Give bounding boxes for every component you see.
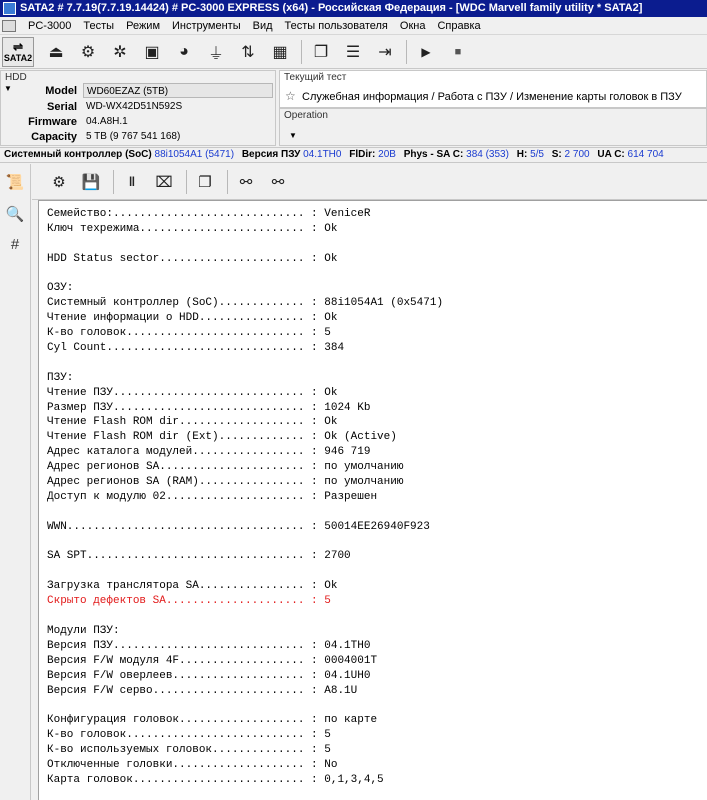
operation-title: Operation — [284, 110, 328, 121]
report-line: Версия ПЗУ............................. : 04.1TH0 — [47, 639, 371, 652]
model-label: Model — [45, 84, 77, 97]
hdd-serial-row — [1, 99, 273, 114]
report-line: Адрес регионов SA...................... : по умолчанию — [47, 461, 404, 474]
head-drive-icon[interactable]: ◕ — [179, 43, 189, 60]
drive-status-line — [0, 147, 707, 163]
settings-icon[interactable]: ⚙ — [52, 173, 66, 191]
drive-settings-icon[interactable]: ⚙ — [80, 44, 96, 61]
menu-bar — [0, 17, 707, 35]
report-line: HDD Status sector...................... : Ok — [47, 252, 338, 265]
report-line: Чтение Flash ROM dir................... : Ok — [47, 416, 338, 429]
report-line: Адрес каталога модулей................. : 946 719 — [47, 446, 371, 459]
report-line: Чтение информации о HDD................ : Ok — [47, 312, 338, 325]
soc-value: 88i1054A1 (5471) — [154, 149, 235, 160]
star-icon[interactable]: ☆ — [285, 89, 296, 103]
uac-value: 614 704 — [627, 149, 664, 160]
serial-value: WD-WX42D51N592S — [86, 101, 183, 112]
report-line — [47, 535, 707, 550]
hdd-model-row — [1, 83, 273, 98]
operation-panel — [279, 108, 707, 146]
report-line: ОЗУ: — [47, 282, 74, 295]
chip-icon[interactable]: ▣ — [144, 44, 160, 61]
chevron-down-icon[interactable]: ▼ — [4, 84, 12, 93]
report-line — [47, 356, 707, 371]
report-line: К-во головок........................... : 5 — [47, 327, 331, 340]
current-test-panel — [279, 70, 707, 108]
report-line: Чтение Flash ROM dir (Ext)............. : Ok (Active) — [47, 431, 397, 444]
menu-mode[interactable]: Режим — [126, 19, 161, 32]
chevron-down-icon[interactable]: ▼ — [289, 131, 297, 140]
sata-port-label: SATA2 — [3, 53, 33, 63]
model-value: WD60EZAZ (5TB) — [83, 83, 273, 98]
report-line — [47, 564, 707, 579]
report-log[interactable] — [38, 200, 707, 800]
report-line: Отключенные головки.................... : No — [47, 758, 338, 771]
report-line: Семейство:............................. : VeniceR — [47, 208, 371, 220]
grid-icon[interactable]: ▦ — [272, 44, 288, 61]
find-icon[interactable]: ⚯ — [239, 173, 253, 191]
sata-port-button[interactable] — [2, 37, 34, 67]
uac-label: UA C: — [597, 149, 625, 160]
current-test-title: Текущий тест — [284, 72, 347, 83]
heads-label: H: — [516, 149, 528, 160]
report-line — [47, 505, 707, 520]
save-drive-icon[interactable]: 💾 — [81, 173, 101, 191]
capacity-label: Capacity — [31, 130, 77, 143]
play-icon[interactable]: ▶ — [421, 45, 431, 59]
menu-help[interactable]: Справка — [437, 19, 481, 32]
report-line: Адрес регионов SA (RAM)................ : по умолчанию — [47, 476, 404, 489]
transfer-icon[interactable]: ⇅ — [241, 44, 255, 61]
menu-pc3000[interactable]: PC-3000 — [28, 19, 72, 32]
report-line — [47, 698, 707, 713]
report-line: Конфигурация головок................... : по карте — [47, 714, 378, 727]
phys-label: Phys - SA C: — [403, 149, 464, 160]
report-line: Модули ПЗУ: — [47, 624, 120, 637]
report-line: Чтение ПЗУ............................. : Ok — [47, 386, 338, 399]
soc-label: Системный контроллер (SoC) — [4, 149, 152, 160]
report-line: Cyl Count.............................. : 384 — [47, 342, 345, 355]
report-line: Системный контроллер (SoC)............. : 88i1054A1 (0x5471) — [47, 297, 444, 310]
toolbar-separator — [301, 40, 302, 64]
toolbar-separator — [406, 40, 407, 64]
gear-drive-icon[interactable]: ✲ — [113, 44, 127, 61]
window-title: SATA2 # 7.7.19(7.7.19.14424) # PC-3000 EXPRESS (x64) - Российская Федерация - [WDC Marvell family utility * SATA2] — [20, 2, 643, 14]
power-reset-icon[interactable]: ⏏ — [48, 44, 64, 61]
report-line: ПЗУ: — [47, 371, 74, 384]
copy-windows-icon[interactable]: ❐ — [313, 44, 329, 61]
report-line: SA SPT................................. : 2700 — [47, 550, 351, 563]
system-menu-icon[interactable] — [2, 20, 16, 32]
ground-icon[interactable]: ⏚ — [207, 45, 224, 63]
current-test-text: Служебная информация / Работа с ПЗУ / Изменение карты головок в ПЗУ — [302, 91, 682, 103]
firmware-value: 04.A8H.1 — [86, 116, 128, 127]
hdd-capacity-row — [1, 129, 273, 144]
fldir-value: 20B — [378, 149, 396, 160]
report-line: Доступ к модулю 02..................... : Разрешен — [47, 490, 378, 503]
toolbar-separator — [113, 170, 114, 194]
menu-tools[interactable]: Инструменты — [172, 19, 241, 32]
spt-label: S: — [551, 149, 562, 160]
report-line: Размер ПЗУ............................. : 1024 Kb — [47, 401, 371, 414]
fldir-label: FlDir: — [349, 149, 376, 160]
hdd-info-panel — [0, 70, 276, 146]
hdd-group-title: HDD — [5, 72, 27, 83]
report-line: Ключ техрежима......................... : Ok — [47, 222, 338, 235]
report-line: Версия F/W серво....................... : A8.1U — [47, 684, 358, 697]
report-line: WWN.................................... : 50014EE26940F923 — [47, 520, 430, 533]
spt-value: 2 700 — [564, 149, 590, 160]
heads-value: 5/5 — [530, 149, 544, 160]
serial-label: Serial — [47, 100, 77, 113]
toolbar-separator — [227, 170, 228, 194]
hdd-firmware-row — [1, 114, 273, 129]
report-line: Версия F/W модуля 4F................... : 0004001T — [47, 654, 378, 667]
report-line: Скрыто дефектов SA..................... : 5 — [47, 595, 331, 608]
report-line: К-во используемых головок.............. : 5 — [47, 744, 331, 757]
drive-stack-icon[interactable]: ☰ — [345, 44, 361, 61]
firmware-label: Firmware — [28, 115, 77, 128]
report-line: Карта головок.......................... : 0,1,3,4,5 — [47, 773, 384, 786]
report-line: Загрузка транслятора SA................ : Ok — [47, 580, 338, 593]
port-icon: ⇌ — [12, 40, 24, 54]
title-bar — [0, 0, 707, 17]
exit-icon[interactable]: ⇥ — [378, 44, 392, 61]
menu-windows[interactable]: Окна — [399, 19, 426, 32]
stop-icon[interactable]: ■ — [454, 46, 462, 58]
menu-view[interactable]: Вид — [252, 19, 273, 32]
menu-user-tests[interactable]: Тесты пользователя — [284, 19, 388, 32]
find-next-icon[interactable]: ⚯ — [271, 173, 285, 191]
search-icon[interactable]: 🔍 — [5, 206, 25, 223]
rom-label: Версия ПЗУ — [241, 149, 301, 160]
report-line — [47, 237, 707, 252]
capacity-value: 5 TB (9 767 541 168) — [86, 131, 181, 142]
toolbar-separator — [186, 170, 187, 194]
app-icon — [3, 2, 16, 15]
pause-icon[interactable]: ‖ — [128, 174, 136, 189]
report-line — [47, 609, 707, 624]
left-toolbar — [0, 164, 31, 800]
report-line: Версия F/W оверлеев.................... : 04.1UH0 — [47, 669, 371, 682]
copy-icon[interactable]: ❐ — [198, 173, 212, 191]
menu-tests[interactable]: Тесты — [83, 19, 115, 32]
main-toolbar — [0, 36, 707, 69]
phys-value: 384 (353) — [466, 149, 509, 160]
log-scroll-icon[interactable]: 📜 — [5, 174, 25, 191]
clear-log-icon[interactable]: ⌧ — [155, 173, 173, 191]
report-toolbar — [32, 164, 707, 200]
report-line — [47, 267, 707, 282]
report-line: К-во головок........................... : 5 — [47, 729, 331, 742]
hex-editor-icon[interactable]: # — [10, 235, 20, 253]
rom-value: 04.1TH0 — [303, 149, 342, 160]
